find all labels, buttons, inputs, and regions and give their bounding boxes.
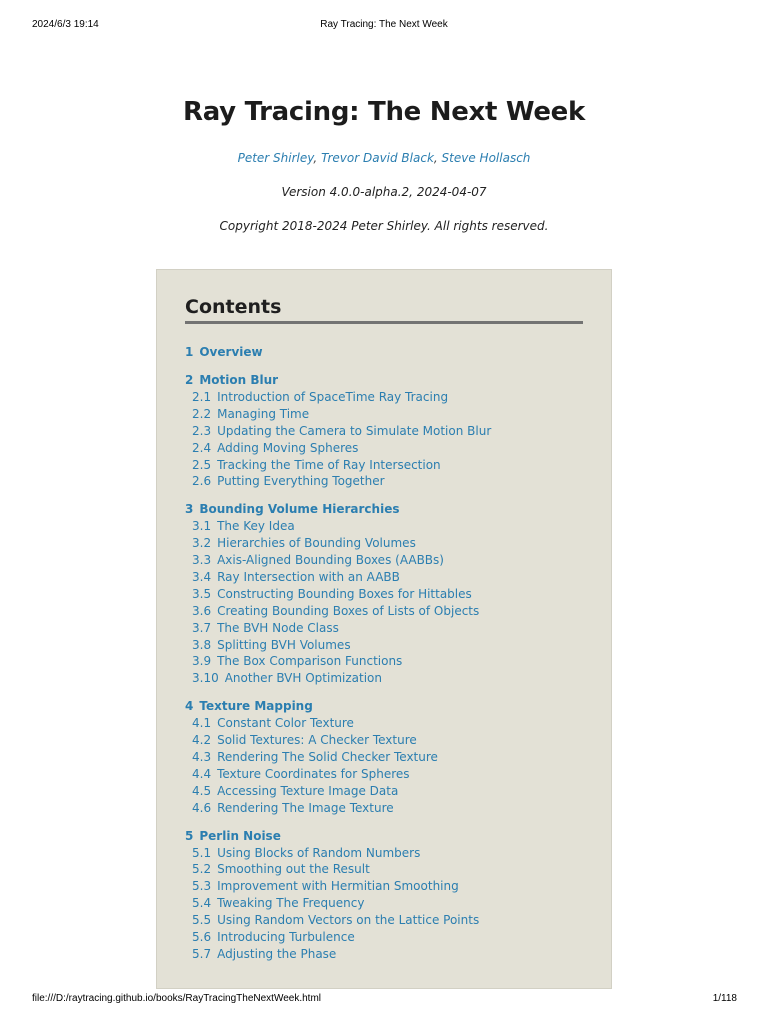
toc-chapter-link[interactable]	[185, 372, 595, 389]
toc-section-number: 5.2	[192, 862, 212, 877]
toc-section-number: 2.4	[192, 440, 212, 455]
toc-section-title: Constructing Bounding Boxes for Hittables	[217, 586, 472, 601]
toc-section-link[interactable]	[185, 457, 595, 474]
toc-section-number: 4.6	[192, 800, 212, 815]
toc-section-title: The Key Idea	[217, 519, 295, 534]
toc-section-number: 5.4	[192, 896, 212, 911]
toc-section-title: Another BVH Optimization	[224, 671, 382, 686]
toc-section-title: Introduction of SpaceTime Ray Tracing	[217, 390, 449, 404]
author-link[interactable]: Trevor David Black	[321, 151, 434, 165]
toc-section-link[interactable]	[185, 715, 595, 732]
toc-section-number: 3.6	[192, 603, 212, 618]
toc-chapter-title: Bounding Volume Hierarchies	[199, 502, 400, 517]
print-footer	[0, 993, 768, 1007]
toc-section-link[interactable]	[185, 929, 595, 946]
toc-section-number: 4.1	[192, 716, 212, 731]
toc-chapter-link[interactable]	[185, 828, 595, 845]
toc-section-link[interactable]	[185, 603, 595, 620]
toc-chapter-number: 4	[185, 699, 194, 714]
toc-section-link[interactable]	[185, 637, 595, 654]
toc-section-title: Axis-Aligned Bounding Boxes (AABBs)	[217, 553, 444, 568]
toc-section-link[interactable]	[185, 653, 595, 670]
toc-chapter	[185, 828, 595, 963]
toc-section-link[interactable]	[185, 878, 595, 895]
print-url: file:///D:/raytracing.github.io/books/RayTracingTheNextWeek.html	[32, 993, 322, 1004]
toc-section-number: 5.3	[192, 879, 212, 894]
toc-section-link[interactable]	[185, 749, 595, 766]
toc-section-link[interactable]	[185, 569, 595, 586]
toc-section-number: 5.5	[192, 913, 212, 928]
toc-chapter-link[interactable]	[185, 698, 595, 715]
toc-section-link[interactable]	[185, 440, 595, 457]
toc-section-title: Splitting BVH Volumes	[217, 637, 351, 652]
document-title: Ray Tracing: The Next Week	[183, 97, 585, 127]
toc-section-link[interactable]	[185, 586, 595, 603]
toc-section-title: Rendering The Solid Checker Texture	[217, 750, 438, 765]
table-of-contents	[156, 269, 612, 989]
toc-section-link[interactable]	[185, 389, 595, 406]
toc-chapter-title: Texture Mapping	[199, 699, 313, 714]
toc-section-number: 2.5	[192, 457, 212, 472]
toc-chapter-title: Perlin Noise	[199, 828, 281, 843]
toc-section-title: Introducing Turbulence	[217, 930, 355, 945]
author-link[interactable]: Steve Hollasch	[441, 151, 531, 165]
toc-section-number: 3.1	[192, 519, 212, 534]
toc-divider	[185, 321, 583, 324]
toc-section-title: Rendering The Image Texture	[217, 800, 394, 815]
toc-section-title: Tweaking The Frequency	[217, 896, 365, 911]
print-date: 2024/6/3 19:14	[32, 19, 99, 30]
toc-section-number: 2.1	[192, 390, 212, 404]
toc-chapter	[185, 344, 595, 361]
print-page-number: 1/118	[712, 993, 737, 1004]
toc-section-title: Constant Color Texture	[217, 716, 354, 731]
toc-section-link[interactable]	[185, 620, 595, 637]
copyright-line: Copyright 2018-2024 Peter Shirley. All rights reserved.	[219, 219, 549, 233]
toc-chapter-number: 1	[185, 345, 194, 359]
toc-chapter	[185, 698, 595, 816]
toc-section-title: Ray Intersection with an AABB	[217, 570, 400, 585]
toc-section-title: Updating the Camera to Simulate Motion Blur	[217, 423, 492, 438]
toc-section-link[interactable]	[185, 845, 595, 862]
toc-section-number: 3.4	[192, 570, 212, 585]
toc-section-title: The BVH Node Class	[217, 620, 339, 635]
author-separator: ,	[313, 151, 322, 165]
toc-section-number: 3.8	[192, 637, 212, 652]
toc-section-title: Tracking the Time of Ray Intersection	[217, 457, 441, 472]
toc-section-number: 2.6	[192, 474, 212, 489]
toc-chapter-link[interactable]	[185, 344, 595, 361]
toc-chapter	[185, 501, 595, 687]
toc-section-number: 2.3	[192, 423, 212, 438]
toc-section-link[interactable]	[185, 406, 595, 423]
toc-section-link[interactable]	[185, 535, 595, 552]
version-line: Version 4.0.0-alpha.2, 2024-04-07	[281, 185, 487, 199]
toc-section-number: 4.5	[192, 783, 212, 798]
toc-section-title: Solid Textures: A Checker Texture	[217, 733, 417, 748]
toc-section-link[interactable]	[185, 670, 595, 687]
toc-section-number: 3.9	[192, 654, 212, 669]
toc-section-title: Adding Moving Spheres	[217, 440, 359, 455]
toc-section-link[interactable]	[185, 783, 595, 800]
toc-section-number: 4.2	[192, 733, 212, 748]
toc-section-link[interactable]	[185, 552, 595, 569]
toc-section-number: 3.3	[192, 553, 212, 568]
toc-section-number: 5.6	[192, 930, 212, 945]
toc-section-title: Using Blocks of Random Numbers	[217, 845, 421, 860]
toc-section-link[interactable]	[185, 473, 595, 490]
print-title: Ray Tracing: The Next Week	[320, 19, 448, 30]
toc-section-number: 4.3	[192, 750, 212, 765]
toc-section-number: 5.7	[192, 946, 212, 961]
print-header	[0, 19, 768, 33]
toc-section-number: 4.4	[192, 766, 212, 781]
toc-list	[185, 344, 595, 974]
toc-section-link[interactable]	[185, 800, 595, 817]
toc-section-number: 3.2	[192, 536, 212, 551]
toc-section-link[interactable]	[185, 895, 595, 912]
toc-section-number: 2.2	[192, 406, 212, 421]
toc-section-title: Texture Coordinates for Spheres	[217, 766, 410, 781]
toc-section-number: 5.1	[192, 845, 212, 860]
toc-section-link[interactable]	[185, 423, 595, 440]
toc-section-number: 3.7	[192, 620, 212, 635]
toc-section-link[interactable]	[185, 518, 595, 535]
toc-section-number: 3.10	[192, 671, 219, 686]
author-link[interactable]: Peter Shirley	[237, 151, 314, 165]
toc-chapter-number: 5	[185, 828, 194, 843]
toc-section-title: The Box Comparison Functions	[217, 654, 403, 669]
toc-section-title: Hierarchies of Bounding Volumes	[217, 536, 416, 551]
toc-section-number: 3.5	[192, 586, 212, 601]
toc-chapter	[185, 372, 595, 490]
toc-chapter-number: 3	[185, 502, 194, 517]
toc-section-title: Accessing Texture Image Data	[217, 783, 399, 798]
toc-section-title: Using Random Vectors on the Lattice Points	[217, 913, 480, 928]
toc-section-link[interactable]	[185, 861, 595, 878]
toc-section-title: Smoothing out the Result	[217, 862, 370, 877]
toc-chapter-link[interactable]	[185, 501, 595, 518]
toc-section-link[interactable]	[185, 732, 595, 749]
toc-section-title: Managing Time	[217, 406, 310, 421]
toc-chapter-title: Overview	[199, 345, 263, 359]
toc-section-title: Putting Everything Together	[217, 474, 385, 489]
author-list	[0, 151, 768, 165]
toc-section-title: Improvement with Hermitian Smoothing	[217, 879, 459, 894]
toc-section-title: Adjusting the Phase	[217, 946, 337, 961]
author-separator: ,	[433, 151, 442, 165]
toc-section-link[interactable]	[185, 766, 595, 783]
toc-chapter-number: 2	[185, 373, 194, 387]
toc-section-link[interactable]	[185, 946, 595, 963]
toc-section-link[interactable]	[185, 912, 595, 929]
toc-heading: Contents	[185, 296, 282, 318]
toc-section-title: Creating Bounding Boxes of Lists of Objects	[217, 603, 480, 618]
toc-chapter-title: Motion Blur	[199, 373, 279, 387]
